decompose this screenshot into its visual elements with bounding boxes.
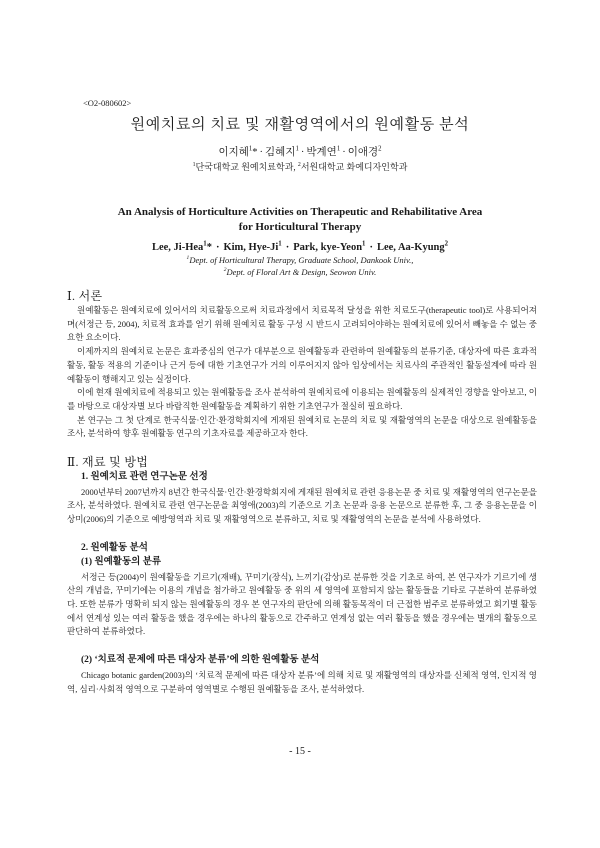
body-paragraph: 서정근 등(2004)이 원예활동을 기르기(재배), 꾸미기(장식), 느끼기(감상)로 분류한 것을 기초로 하여, 본 연구자가 기르기에 생산의 개념을, 꾸미기에는 이용의 개념을 첨가하고 원예활동 중 위의 세 영역에 포함되지 않는 활동들을 기타로 구분하여 분류하였다. 또한 분류가 명확히 되지 않는 원예활동의 경우 본 연구자의 판단에 의해 활동목적이 더 근접한 범주로 분류하였고 회기별 활동에서 연계성 있는 여러 활동을 했을 경우에는 하나의 활동으로 간주하고 연계성 없는 여러 활동을 했을 경우에는 별개의 활동으로 판단하여 분류하였다. bbox=[67, 571, 537, 637]
author-separator: · bbox=[300, 147, 305, 158]
author-name: Lee, Ji-Hea bbox=[151, 242, 204, 253]
affiliation-marker: 1 bbox=[186, 255, 190, 262]
title-line: for Horticultural Therapy bbox=[238, 221, 362, 233]
author-name: 이지혜 bbox=[218, 147, 249, 158]
author-separator: · bbox=[285, 242, 290, 253]
paper-body bbox=[67, 289, 537, 697]
affiliation-marker: 1 bbox=[248, 145, 253, 153]
affiliation-marker: 1 bbox=[203, 240, 207, 248]
author-list-korean bbox=[0, 146, 600, 160]
affiliation-marker: 1 bbox=[362, 240, 366, 248]
affiliation-text: 서원대학교 화예디자인학과 bbox=[300, 162, 408, 172]
subsubsection-heading: (1) 원예활동의 분류 bbox=[81, 556, 162, 567]
affiliation-marker: 2 bbox=[223, 267, 227, 274]
affiliation-marker: 2 bbox=[297, 162, 301, 168]
affiliation-marker: 1 bbox=[336, 145, 341, 153]
affiliation-marker: 1 bbox=[278, 240, 282, 248]
author-name: 박계연 bbox=[306, 147, 337, 158]
affiliations-english bbox=[0, 254, 600, 278]
body-paragraph: 본 연구는 그 첫 단계로 한국식물·인간·환경학회지에 게재된 원예치료 논문의 치료 및 재활영역의 논문을 대상으로 원예활동을 조사, 분석하여 향후 원예활동 연구의 기초자료를 제공하고자 한다. bbox=[67, 414, 537, 439]
paper-title-english bbox=[0, 205, 600, 235]
corresponding-author-mark: * bbox=[206, 242, 212, 253]
subsection-heading: 2. 원예활동 분석 bbox=[81, 542, 148, 553]
affiliation-text: Dept. of Floral Art & Design, Seowon Univ. bbox=[226, 267, 377, 277]
author-name: Lee, Aa-Kyung bbox=[376, 242, 445, 253]
affiliation-marker: 2 bbox=[444, 240, 449, 248]
affiliations-korean bbox=[0, 161, 600, 173]
body-paragraph: 원예활동은 원예치료에 있어서의 치료활동으로써 치료과정에서 치료목적 달성을 위한 치료도구(therapeutic tool)로 사용되어져며(서정근 등, 2004), 치료적 효과를 얻기 위해 원예치료 활동 구성 시 반드시 고려되어야하는 원예치료에 있어서 빼놓을 수 없는 중요한 요소이다. bbox=[67, 305, 537, 343]
author-separator: · bbox=[342, 147, 346, 158]
author-name: 이애경 bbox=[347, 147, 379, 158]
body-paragraph: 이에 현재 원예치료에 적용되고 있는 원예활동을 조사 분석하여 원예치료에 이용되는 원예활동의 실제적인 경향을 알아보고, 이를 바탕으로 대상자별 보다 바람직한 원예활동을 계획하기 위한 기초연구가 절실히 필요하다. bbox=[67, 387, 537, 411]
author-separator: · bbox=[259, 147, 264, 158]
page-number: - 15 - bbox=[289, 746, 311, 757]
body-paragraph: 2000년부터 2007년까지 8년간 한국식물·인간·환경학회지에 게재된 원예치료 관련 응용논문 중 치료 및 재활영역의 연구논문을 조사, 분석하였다. 원예치료 관련 연구논문을 최영애(2003)의 기준으로 기초 논문과 응용 논문으로 분류한 후, 그 중 응용논문을 이상미(2006)의 기준으로 예방영역과 치료 및 재활영역으로 분류하고, 치료 및 재활영역의 논문을 분석에 사용하였다. bbox=[67, 486, 537, 524]
subsubsection-heading: (2) ‘치료적 문제에 따른 대상자 분류’에 의한 원예활동 분석 bbox=[81, 655, 320, 666]
section-heading-methods: Ⅱ. 재료 및 방법 bbox=[67, 454, 149, 469]
title-line: An Analysis of Horticulture Activities on Therapeutic and Rehabilitative Area bbox=[117, 206, 483, 218]
affiliation-marker: 1 bbox=[295, 145, 299, 153]
corresponding-author-mark: * bbox=[252, 147, 258, 158]
body-paragraph: 이제까지의 원예치료 논문은 효과중심의 연구가 대부분으로 원예활동과 관련하여 원예활동의 분류기준, 대상자에 따른 효과적 활동, 활동 적용의 기준이나 근거 등에 대한 기초연구가 거의 이루어지지 않아 임상에서는 치료사의 주관적인 활동설계에 따라 원예활동이 행해지고 있는 실정이다. bbox=[67, 346, 537, 384]
author-name: 김혜지 bbox=[265, 147, 296, 158]
paper-code: <O2-080602> bbox=[83, 98, 132, 108]
author-separator: · bbox=[215, 242, 220, 253]
author-separator: · bbox=[369, 242, 373, 253]
paper-title-korean: 원예치료의 치료 및 재활영역에서의 원예활동 분석 bbox=[130, 117, 470, 133]
affiliation-text: Dept. of Horticultural Therapy, Graduate School, Dankook Univ., bbox=[189, 255, 414, 265]
author-list-english bbox=[0, 241, 600, 255]
body-paragraph: Chicago botanic garden(2003)의 ‘치료적 문제에 따른 대상자 분류’에 의해 치료 및 재활영역의 대상자를 신체적 영역, 인지적 영역, 심리·사회적 영역으로 구분하여 영역별로 수행된 원예활동을 조사, 분석하였다. bbox=[67, 670, 537, 694]
section-heading-introduction: Ⅰ. 서론 bbox=[67, 289, 103, 303]
affiliation-marker: 1 bbox=[192, 162, 196, 168]
author-name: Park, kye-Yeon bbox=[293, 242, 363, 253]
affiliation-text: 단국대학교 원예치료학과, bbox=[195, 162, 298, 172]
subsection-heading: 1. 원예치료 관련 연구논문 선정 bbox=[81, 471, 208, 482]
author-name: Kim, Hye-Ji bbox=[223, 242, 279, 253]
affiliation-line bbox=[0, 266, 600, 278]
affiliation-line bbox=[0, 254, 600, 266]
affiliation-marker: 2 bbox=[378, 145, 382, 153]
